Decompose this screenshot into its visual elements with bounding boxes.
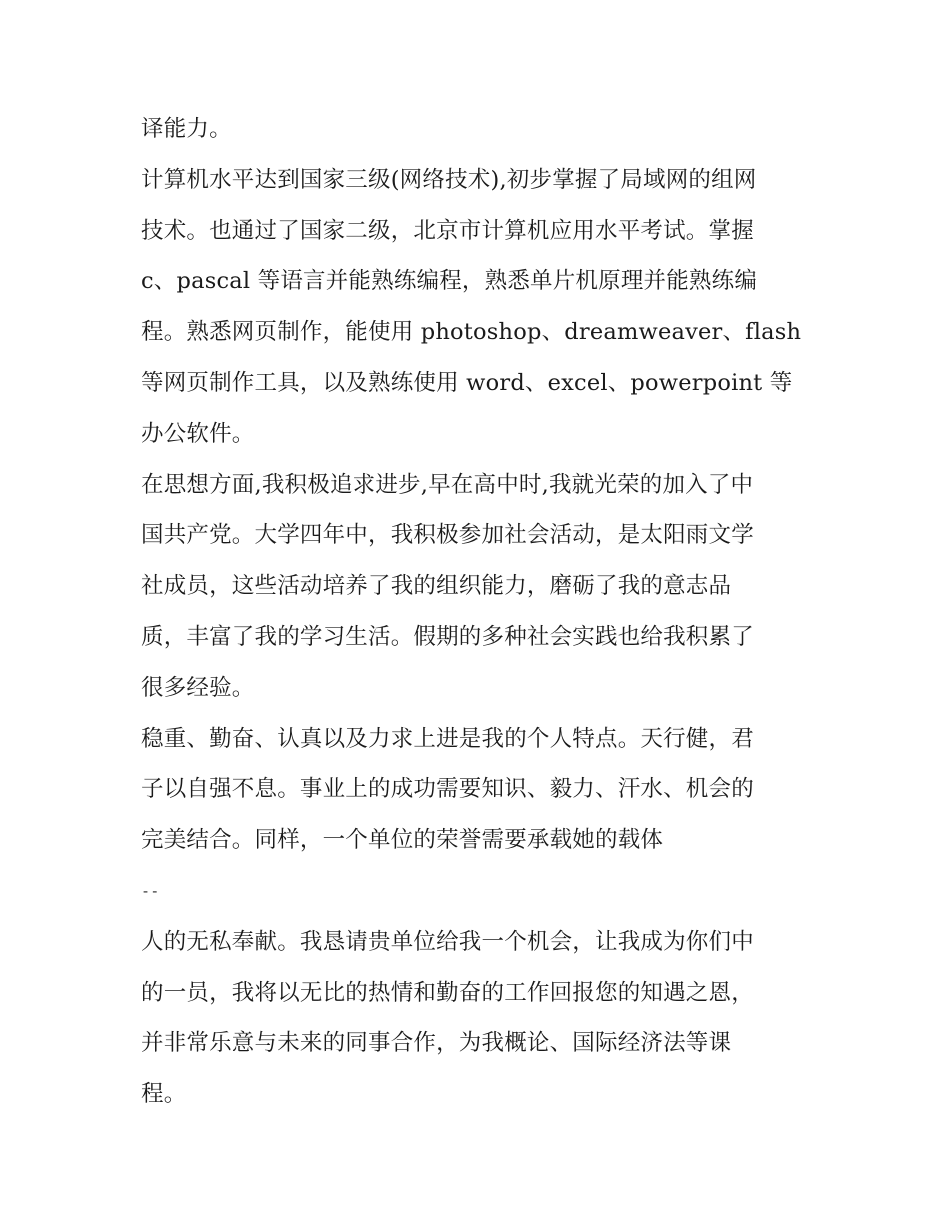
text-line: 办公软件。 bbox=[141, 420, 255, 447]
text-line: 完美结合。同样，一个单位的荣誉需要承载她的载体 bbox=[141, 827, 664, 854]
text-line: 程。 bbox=[141, 1081, 187, 1108]
text-line: 国共产党。大学四年中，我积极参加社会活动，是太阳雨文学 bbox=[141, 522, 754, 549]
document-body bbox=[141, 104, 821, 1120]
text-line: 计算机水平达到国家三级(网络技术),初步掌握了局域网的组网 bbox=[141, 166, 757, 193]
text-line: 译能力。 bbox=[141, 116, 232, 142]
text-line: 很多经验。 bbox=[141, 674, 255, 701]
text-line: 质，丰富了我的学习生活。假期的多种社会实践也给我积累了 bbox=[141, 623, 754, 650]
text-line: 的一员，我将以无比的热情和勤奋的工作回报您的知遇之恩， bbox=[141, 979, 754, 1006]
text-line: 等网页制作工具，以及熟练使用 word、excel、powerpoint 等 bbox=[141, 369, 793, 396]
text-line: c、pascal 等语言并能熟练编程，熟悉单片机原理并能熟练编 bbox=[141, 268, 758, 295]
page-break-marker: -- bbox=[141, 881, 160, 900]
text-line: 社成员，这些活动培养了我的组织能力，磨砺了我的意志品 bbox=[141, 573, 732, 600]
text-line: 并非常乐意与未来的同事合作，为我概论、国际经济法等课 bbox=[141, 1030, 732, 1057]
text-line: 程。熟悉网页制作，能使用 photoshop、dreamweaver、flash bbox=[141, 319, 802, 346]
text-line: 人的无私奉献。我恳请贵单位给我一个机会，让我成为你们中 bbox=[141, 928, 754, 955]
text-line: 技术。也通过了国家二级，北京市计算机应用水平考试。掌握 bbox=[141, 217, 754, 244]
text-line: 子以自强不息。事业上的成功需要知识、毅力、汗水、机会的 bbox=[141, 776, 754, 803]
text-line: 稳重、勤奋、认真以及力求上进是我的个人特点。天行健，君 bbox=[141, 725, 754, 752]
text-line: 在思想方面,我积极追求进步,早在高中时,我就光荣的加入了中 bbox=[141, 471, 754, 498]
